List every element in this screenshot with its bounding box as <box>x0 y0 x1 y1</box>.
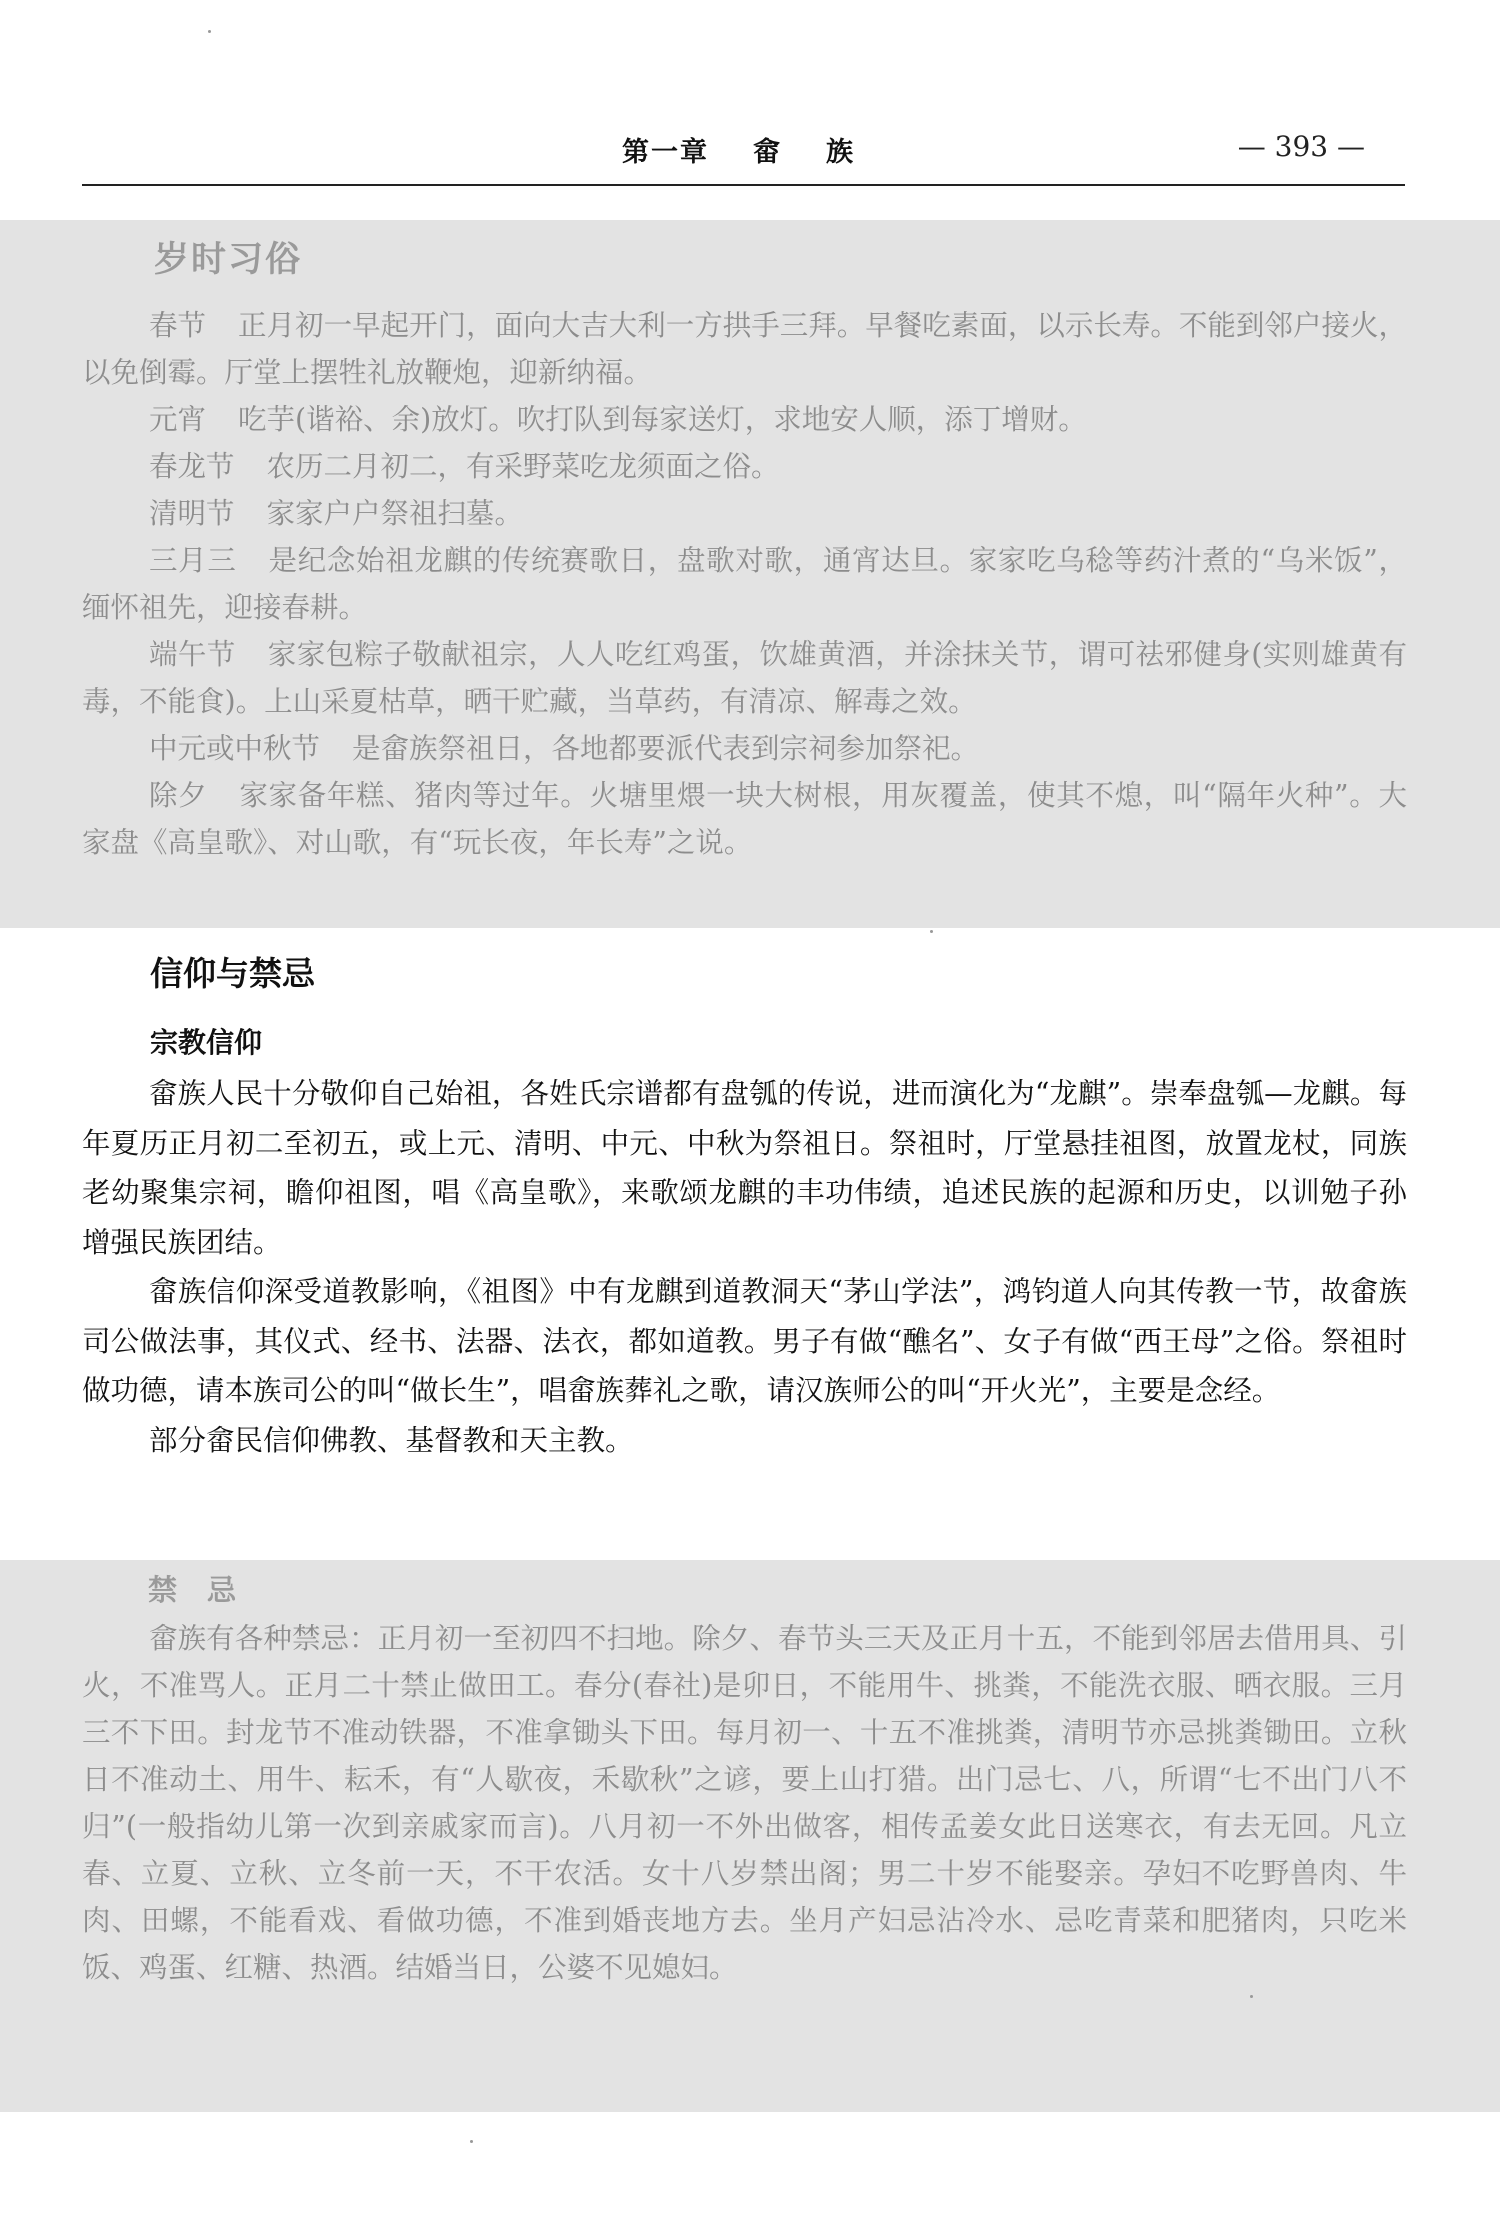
paper-speck <box>470 2140 473 2143</box>
page-number: — 393 — <box>1237 130 1365 163</box>
custom-item: 元宵 吃芋(谐裕、余)放灯。吹打队到每家送灯，求地安人顺，添丁增财。 <box>149 403 1087 436</box>
custom-item: 除夕 家家备年糕、猪肉等过年。火塘里煨一块大树根，用灰覆盖，使其不熄，叫“隔年火种”。大家盘《高皇歌》、对山歌，有“玩长夜，年长寿”之说。 <box>82 779 1407 859</box>
taboo-subtitle: 禁忌 <box>148 1573 267 1607</box>
taboo-section <box>82 1568 1407 1991</box>
custom-item: 三月三 是纪念始祖龙麒的传统赛歌日，盘歌对歌，通宵达旦。家家吃乌稔等药汁煮的“乌米饭”，缅怀祖先，迎接春耕。 <box>82 544 1407 624</box>
belief-title: 信仰与禁忌 <box>150 954 315 993</box>
chapter-label: 第一章 <box>622 137 709 168</box>
chapter-name-2: 族 <box>826 137 855 168</box>
customs-title: 岁时习俗 <box>154 239 303 280</box>
religion-subtitle: 宗教信仰 <box>150 1026 263 1059</box>
paper-speck <box>1250 1995 1253 1998</box>
belief-section <box>82 948 1407 1465</box>
religion-paragraph: 畲族人民十分敬仰自己始祖，各姓氏宗谱都有盘瓠的传说，进而演化为“龙麒”。崇奉盘瓠—龙麒。每年夏历正月初二至初五，或上元、清明、中元、中秋为祭祖日。祭祖时，厅堂悬挂祖图，放置龙杖，同族老幼聚集宗祠，瞻仰祖图，唱《高皇歌》，来歌颂龙麒的丰功伟绩，追述民族的起源和历史，以训勉子孙增强民族团结。 <box>82 1077 1407 1259</box>
paper-speck <box>930 930 933 933</box>
running-header <box>82 118 1405 186</box>
religion-paragraph: 部分畲民信仰佛教、基督教和天主教。 <box>149 1423 634 1457</box>
chapter-heading <box>622 130 855 169</box>
custom-item: 清明节 家家户户祭祖扫墓。 <box>149 497 524 530</box>
custom-item: 端午节 家家包粽子敬献祖宗，人人吃红鸡蛋，饮雄黄酒，并涂抹关节，谓可祛邪健身(实则雄黄有毒，不能食)。上山采夏枯草，晒干贮藏，当草药，有清凉、解毒之效。 <box>82 638 1407 718</box>
custom-item: 春节 正月初一早起开门，面向大吉大利一方拱手三拜。早餐吃素面，以示长寿。不能到邻户接火，以免倒霉。厅堂上摆牲礼放鞭炮，迎新纳福。 <box>82 309 1407 389</box>
chapter-name-1: 畲 <box>753 137 782 168</box>
religion-paragraph: 畲族信仰深受道教影响，《祖图》中有龙麒到道教洞天“茅山学法”，鸿钧道人向其传教一节，故畲族司公做法事，其仪式、经书、法器、法衣，都如道教。男子有做“醮名”、女子有做“西王母”之俗。祭祖时做功德，请本族司公的叫“做长生”，唱畲族葬礼之歌，请汉族师公的叫“开火光”，主要是念经。 <box>82 1275 1407 1407</box>
custom-item: 春龙节 农历二月初二，有采野菜吃龙须面之俗。 <box>149 450 780 483</box>
customs-section <box>82 232 1407 866</box>
paper-speck <box>208 30 211 33</box>
custom-item: 中元或中秋节 是畲族祭祖日，各地都要派代表到宗祠参加祭祀。 <box>149 732 980 765</box>
taboo-paragraph: 畲族有各种禁忌：正月初一至初四不扫地。除夕、春节头三天及正月十五，不能到邻居去借用具、引火，不准骂人。正月二十禁止做田工。春分(春社)是卯日，不能用牛、挑粪，不能洗衣服、晒衣服。三月三不下田。封龙节不准动铁器，不准拿锄头下田。每月初一、十五不准挑粪，清明节亦忌挑粪锄田。立秋日不准动土、用牛、耘禾，有“人歇夜，禾歇秋”之谚，要上山打猎。出门忌七、八，所谓“七不出门八不归”(一般指幼儿第一次到亲戚家而言)。八月初一不外出做客，相传孟姜女此日送寒衣，有去无回。凡立春、立夏、立秋、立冬前一天，不干农活。女十八岁禁出阁；男二十岁不能娶亲。孕妇不吃野兽肉、牛肉、田螺，不能看戏、看做功德，不准到婚丧地方去。坐月产妇忌沾冷水、忌吃青菜和肥猪肉，只吃米饭、鸡蛋、红糖、热酒。结婚当日，公婆不见媳妇。 <box>82 1622 1407 1984</box>
